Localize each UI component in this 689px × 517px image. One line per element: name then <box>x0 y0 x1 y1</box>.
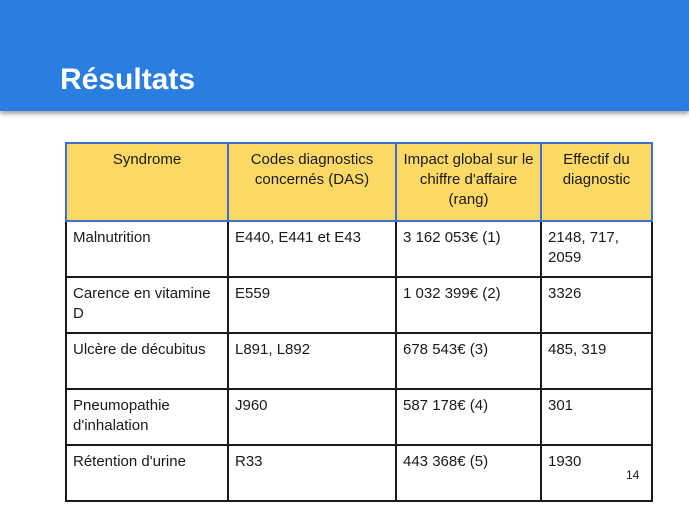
effectif-cell: 485, 319 <box>541 333 652 389</box>
results-table <box>65 142 653 502</box>
impact-cell: 443 368€ (5) <box>396 445 541 501</box>
table-row <box>66 221 652 277</box>
page-number: 14 <box>626 468 640 482</box>
codes-cell: L891, L892 <box>228 333 396 389</box>
codes-cell: J960 <box>228 389 396 445</box>
impact-cell: 3 162 053€ (1) <box>396 221 541 277</box>
slide-title: Résultats <box>60 63 196 96</box>
syndrome-cell: Malnutrition <box>66 221 228 277</box>
table-row <box>66 277 652 333</box>
syndrome-cell: Rétention d'urine <box>66 445 228 501</box>
column-header-codes: Codes diagnostics concernés (DAS) <box>228 143 396 221</box>
table-header-row <box>66 143 652 221</box>
table-row <box>66 445 652 501</box>
impact-cell: 1 032 399€ (2) <box>396 277 541 333</box>
table-row <box>66 333 652 389</box>
column-header-syndrome: Syndrome <box>66 143 228 221</box>
column-header-effectif: Effectif du diagnostic <box>541 143 652 221</box>
column-header-impact: Impact global sur le chiffre d'affaire (rang) <box>396 143 541 221</box>
impact-cell: 678 543€ (3) <box>396 333 541 389</box>
syndrome-cell: Ulcère de décubitus <box>66 333 228 389</box>
impact-cell: 587 178€ (4) <box>396 389 541 445</box>
syndrome-cell: Carence en vitamine D <box>66 277 228 333</box>
effectif-cell: 3326 <box>541 277 652 333</box>
effectif-cell: 2148, 717, 2059 <box>541 221 652 277</box>
effectif-cell: 301 <box>541 389 652 445</box>
slide-header-band <box>0 0 689 111</box>
codes-cell: E440, E441 et E43 <box>228 221 396 277</box>
codes-cell: R33 <box>228 445 396 501</box>
table-row <box>66 389 652 445</box>
syndrome-cell: Pneumopathie d'inhalation <box>66 389 228 445</box>
codes-cell: E559 <box>228 277 396 333</box>
effectif-cell: 1930 <box>541 445 652 501</box>
